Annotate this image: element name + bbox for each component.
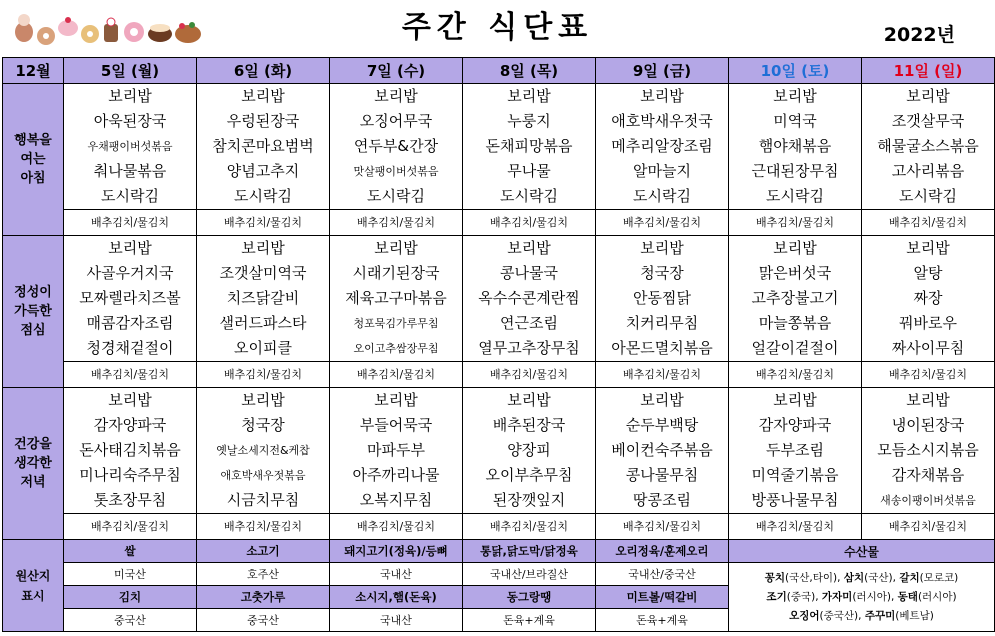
- menu-item: 옛날소세지전&케찹: [216, 444, 310, 457]
- menu-item: 맑은버섯국: [758, 264, 832, 282]
- origin-label-line: 원산지: [15, 568, 51, 583]
- menu-item: 시래기된장국: [352, 264, 440, 282]
- menu-item: 조갯살무국: [891, 112, 965, 130]
- menu-item: 방풍나물무침: [751, 491, 839, 509]
- menu-item: 아몬드멸치볶음: [611, 339, 713, 357]
- origin-value: 돈육+계육: [463, 609, 596, 632]
- menu-item: 도시락김: [633, 187, 691, 205]
- origin-value: 국내산/브라질산: [463, 563, 596, 586]
- menu-item: 배추김치/물김치: [64, 361, 196, 387]
- meal-label-line: 생각한: [14, 456, 52, 471]
- menu-item: 오징어무국: [359, 112, 433, 130]
- menu-item: 오이피클: [234, 339, 292, 357]
- menu-item: 시금치무침: [226, 491, 300, 509]
- menu-item: 보리밥: [640, 87, 684, 105]
- menu-cell: [330, 236, 463, 388]
- meal-label: [3, 84, 64, 236]
- menu-item: 보리밥: [374, 87, 418, 105]
- seafood-origin: (베트남): [895, 609, 934, 622]
- menu-item: 청경채겉절이: [86, 339, 174, 357]
- menu-cell: [330, 388, 463, 540]
- menu-cell: [862, 84, 995, 236]
- menu-item: 배추김치/물김치: [463, 209, 595, 235]
- menu-item: 청국장: [640, 264, 684, 282]
- menu-item: 오이고추쌈장무침: [353, 342, 439, 355]
- seafood-origin: (중국산): [819, 609, 859, 622]
- menu-item: 도시락김: [500, 187, 558, 205]
- menu-item: 양념고추지: [226, 162, 300, 180]
- menu-item: 보리밥: [640, 391, 684, 409]
- meal-row: [3, 84, 995, 236]
- menu-item: 춰나물볶음: [93, 162, 167, 180]
- menu-item: 애호박새우젓국: [611, 112, 713, 130]
- day-header-row: [3, 58, 995, 84]
- origin-row: [3, 563, 995, 586]
- origin-category: 동그랑땡: [463, 586, 596, 609]
- menu-item: 아주까리나물: [352, 466, 440, 484]
- page-header: [0, 0, 995, 56]
- year-label: 2022년: [883, 24, 955, 46]
- origin-category: 소시지,햄(돈육): [330, 586, 463, 609]
- day-header: 9일 (금): [596, 58, 729, 84]
- menu-item: 배추김치/물김치: [463, 513, 595, 539]
- menu-item: 샐러드파스타: [219, 314, 307, 332]
- menu-item: 치즈닭갈비: [226, 289, 300, 307]
- menu-item: 미나리숙주무침: [79, 466, 181, 484]
- menu-item: 알탕: [913, 264, 943, 282]
- menu-item: 도시락김: [101, 187, 159, 205]
- origin-value: 중국산: [197, 609, 330, 632]
- menu-item: 조갯살미역국: [219, 264, 307, 282]
- menu-item: 근대된장무침: [751, 162, 839, 180]
- menu-item: 모듬소시지볶음: [877, 441, 979, 459]
- menu-cell: [197, 236, 330, 388]
- seafood-name: 오징어: [789, 609, 820, 622]
- menu-item: 보리밥: [507, 391, 551, 409]
- menu-item: 보리밥: [773, 239, 817, 257]
- menu-item: 톳초장무침: [93, 491, 167, 509]
- menu-item: 감자채볶음: [891, 466, 965, 484]
- origin-category: 돼지고기(정육)/등뼈: [330, 540, 463, 563]
- menu-cell: [596, 84, 729, 236]
- menu-cell: [596, 388, 729, 540]
- menu-cell: [64, 388, 197, 540]
- menu-item: 열무고추장무침: [478, 339, 580, 357]
- menu-item: 보리밥: [108, 87, 152, 105]
- seafood-origin: (국산): [864, 571, 893, 584]
- origin-category: 소고기: [197, 540, 330, 563]
- seafood-name: 꽁치: [764, 571, 786, 584]
- seafood-origin: (러시아): [852, 590, 891, 603]
- origin-value: 국내산: [330, 609, 463, 632]
- menu-item: 배추김치/물김치: [729, 513, 861, 539]
- meal-label-line: 아침: [20, 171, 46, 186]
- menu-cell: [197, 388, 330, 540]
- menu-item: 치커리무침: [625, 314, 699, 332]
- menu-item: 짜사이무침: [891, 339, 965, 357]
- day-header: 7일 (수): [330, 58, 463, 84]
- menu-item: 배추김치/물김치: [862, 209, 994, 235]
- menu-item: 마파두부: [367, 441, 425, 459]
- origin-value: 호주산: [197, 563, 330, 586]
- menu-item: 보리밥: [108, 391, 152, 409]
- menu-item: 아욱된장국: [93, 112, 167, 130]
- origin-value: 돈육+계육: [596, 609, 729, 632]
- page-title: 주간 식단표: [401, 10, 594, 45]
- menu-item: 메추리알장조림: [611, 137, 713, 155]
- origin-value: 중국산: [64, 609, 197, 632]
- menu-item: 알마늘지: [633, 162, 691, 180]
- meal-label-line: 가득한: [14, 304, 52, 319]
- meal-row: [3, 236, 995, 388]
- seafood-line: 오징어(중국산), 주꾸미(베트남): [789, 609, 934, 622]
- menu-item: 우채팽이버섯볶음: [87, 140, 173, 153]
- menu-item: 사골우거지국: [86, 264, 174, 282]
- menu-item: 보리밥: [241, 87, 285, 105]
- menu-item: 배추김치/물김치: [197, 361, 329, 387]
- menu-item: 맛살팽이버섯볶음: [353, 165, 439, 178]
- meal-label-line: 저녁: [20, 475, 46, 490]
- menu-item: 보리밥: [773, 87, 817, 105]
- menu-item: 연두부&간장: [353, 137, 439, 155]
- day-header: 5일 (월): [64, 58, 197, 84]
- menu-cell: [197, 84, 330, 236]
- menu-cell: [862, 388, 995, 540]
- menu-cell: [729, 236, 862, 388]
- seafood-line: 조기(중국), 가자미(러시아), 동태(러시아): [766, 590, 957, 603]
- origin-value: 국내산/중국산: [596, 563, 729, 586]
- menu-item: 두부조림: [766, 441, 824, 459]
- menu-item: 오복지무침: [359, 491, 433, 509]
- origin-category: 쌀: [64, 540, 197, 563]
- meal-label-line: 행복을: [14, 133, 52, 148]
- menu-item: 도시락김: [234, 187, 292, 205]
- menu-item: 순두부백탕: [625, 416, 699, 434]
- menu-item: 배추김치/물김치: [729, 209, 861, 235]
- menu-item: 배추김치/물김치: [330, 361, 462, 387]
- menu-item: 배추김치/물김치: [729, 361, 861, 387]
- menu-item: 배추김치/물김치: [64, 513, 196, 539]
- menu-item: 참치콘마요범벅: [212, 137, 314, 155]
- origin-value: 국내산: [330, 563, 463, 586]
- menu-item: 연근조림: [500, 314, 558, 332]
- menu-cell: [64, 84, 197, 236]
- menu-item: 배추김치/물김치: [197, 513, 329, 539]
- day-header-saturday: 10일 (토): [729, 58, 862, 84]
- origin-category: 통닭,닭도막/닭정육: [463, 540, 596, 563]
- menu-cell: [463, 236, 596, 388]
- menu-item: 돈사태김치볶음: [79, 441, 181, 459]
- menu-item: 해물굴소스볶음: [877, 137, 979, 155]
- menu-item: 보리밥: [108, 239, 152, 257]
- menu-item: 보리밥: [374, 239, 418, 257]
- menu-item: 도시락김: [899, 187, 957, 205]
- menu-cell: [463, 388, 596, 540]
- menu-item: 새송이팽이버섯볶음: [880, 494, 976, 507]
- seafood-name: 조기: [766, 590, 787, 603]
- menu-item: 보리밥: [507, 239, 551, 257]
- menu-item: 배추김치/물김치: [596, 209, 728, 235]
- menu-item: 배추김치/물김치: [862, 361, 994, 387]
- menu-item: 배추김치/물김치: [463, 361, 595, 387]
- month-label: 12월: [3, 58, 64, 84]
- menu-item: 배추김치/물김치: [64, 209, 196, 235]
- menu-item: 보리밥: [507, 87, 551, 105]
- menu-item: 미역국: [773, 112, 817, 130]
- meal-label-line: 건강을: [14, 437, 52, 452]
- menu-item: 보리밥: [906, 87, 950, 105]
- menu-cell: [330, 84, 463, 236]
- menu-item: 보리밥: [640, 239, 684, 257]
- menu-item: 제육고구마볶음: [345, 289, 447, 307]
- menu-cell: [729, 84, 862, 236]
- menu-item: 고사리볶음: [891, 162, 965, 180]
- menu-item: 배추김치/물김치: [862, 513, 994, 539]
- menu-item: 얼갈이겉절이: [751, 339, 839, 357]
- menu-item: 보리밥: [773, 391, 817, 409]
- weekly-menu-table: [2, 57, 995, 632]
- menu-item: 꿔바로우: [899, 314, 957, 332]
- meal-label-line: 점심: [20, 323, 46, 338]
- menu-item: 배추된장국: [492, 416, 566, 434]
- seafood-origin: (국산,타이): [785, 571, 838, 584]
- seafood-origin: (러시아): [917, 590, 957, 603]
- meal-label-line: 여는: [20, 152, 46, 167]
- origin-category: 미트볼/떡갈비: [596, 586, 729, 609]
- menu-item: 돈채피망볶음: [485, 137, 573, 155]
- menu-item: 매콤감자조림: [86, 314, 174, 332]
- day-header-sunday: 11일 (일): [862, 58, 995, 84]
- origin-label: [3, 540, 64, 632]
- menu-cell: [862, 236, 995, 388]
- menu-item: 짜장: [913, 289, 943, 307]
- menu-item: 마늘쫑볶음: [758, 314, 832, 332]
- menu-item: 도시락김: [766, 187, 824, 205]
- menu-item: 배추김치/물김치: [596, 361, 728, 387]
- menu-item: 감자양파국: [758, 416, 832, 434]
- menu-cell: [64, 236, 197, 388]
- menu-item: 청포묵김가루무침: [353, 317, 439, 330]
- meal-label: [3, 388, 64, 540]
- seafood-name: 삼치: [843, 571, 865, 584]
- menu-item: 청국장: [241, 416, 285, 434]
- seafood-origin: (중국): [786, 590, 816, 603]
- origin-category: 김치: [64, 586, 197, 609]
- seafood-name: 가자미: [821, 590, 853, 603]
- menu-item: 땅콩조림: [633, 491, 691, 509]
- day-header: 6일 (화): [197, 58, 330, 84]
- menu-item: 도시락김: [367, 187, 425, 205]
- menu-item: 누룽지: [507, 112, 551, 130]
- menu-item: 배추김치/물김치: [197, 209, 329, 235]
- menu-item: 무나물: [507, 162, 551, 180]
- menu-item: 보리밥: [241, 391, 285, 409]
- menu-item: 된장깻잎지: [492, 491, 566, 509]
- menu-item: 우렁된장국: [226, 112, 300, 130]
- menu-item: 보리밥: [374, 391, 418, 409]
- origin-label-line: 표시: [21, 588, 45, 603]
- seafood-name: 갈치: [899, 571, 920, 584]
- meal-label: [3, 236, 64, 388]
- seafood-name: 주꾸미: [864, 609, 896, 622]
- menu-cell: [463, 84, 596, 236]
- menu-item: 베이컨숙주볶음: [611, 441, 713, 459]
- menu-item: 배추김치/물김치: [330, 209, 462, 235]
- menu-item: 고추장불고기: [751, 289, 839, 307]
- menu-item: 보리밥: [906, 391, 950, 409]
- origin-category: 고춧가루: [197, 586, 330, 609]
- day-header: 8일 (목): [463, 58, 596, 84]
- menu-item: 배추김치/물김치: [596, 513, 728, 539]
- menu-item: 모짜렐라치즈볼: [79, 289, 181, 307]
- meal-row: [3, 388, 995, 540]
- seafood-origin: (모로코): [919, 571, 959, 584]
- menu-item: 감자양파국: [93, 416, 167, 434]
- menu-item: 콩나물무침: [625, 466, 699, 484]
- menu-item: 햄야채볶음: [758, 137, 832, 155]
- menu-cell: [596, 236, 729, 388]
- menu-item: 미역줄기볶음: [751, 466, 839, 484]
- menu-item: 냉이된장국: [891, 416, 965, 434]
- menu-item: 보리밥: [906, 239, 950, 257]
- menu-item: 배추김치/물김치: [330, 513, 462, 539]
- menu-item: 콩나물국: [500, 264, 558, 282]
- menu-item: 오이부추무침: [485, 466, 573, 484]
- menu-item: 안동찜닭: [633, 289, 691, 307]
- seafood-origins: [729, 563, 995, 632]
- seafood-line: 꽁치(국산,타이), 삼치(국산), 갈치(모로코): [764, 571, 959, 584]
- seafood-name: 동태: [897, 590, 918, 603]
- menu-item: 양장피: [507, 441, 551, 459]
- menu-item: 보리밥: [241, 239, 285, 257]
- origin-category: 오리정육/훈제오리: [596, 540, 729, 563]
- menu-item: 부들어묵국: [359, 416, 433, 434]
- meal-label-line: 정성이: [14, 285, 52, 300]
- menu-item: 옥수수콘계란찜: [478, 289, 580, 307]
- menu-item: 애호박새우젓볶음: [220, 469, 306, 482]
- seafood-title: 수산물: [729, 540, 995, 563]
- origin-row: [3, 540, 995, 563]
- menu-cell: [729, 388, 862, 540]
- origin-value: 미국산: [64, 563, 197, 586]
